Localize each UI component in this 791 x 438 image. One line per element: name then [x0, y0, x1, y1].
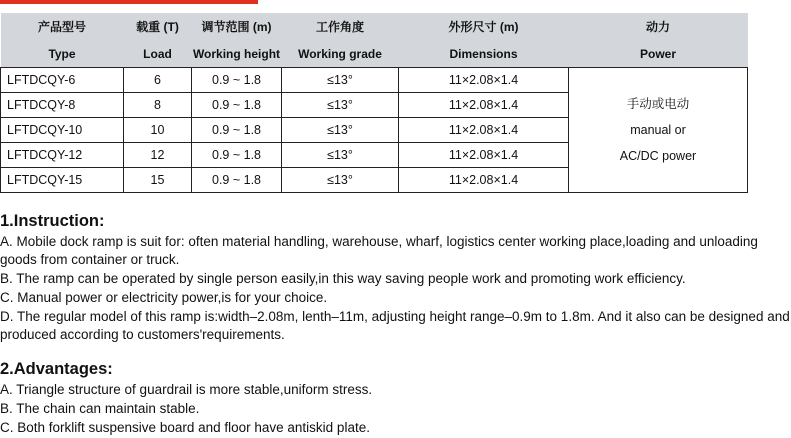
header-dimensions-cn: 外形尺寸 (m)	[399, 13, 569, 40]
advantages-item-c: C. Both forklift suspensive board and floor have antiskid plate.	[0, 420, 370, 435]
instruction-item-c: C. Manual power or electricity power,is for your choice.	[0, 290, 328, 305]
cell-height: 0.9 ~ 1.8	[192, 168, 282, 193]
cell-height: 0.9 ~ 1.8	[192, 118, 282, 143]
accent-rule	[0, 0, 258, 4]
cell-type: LFTDCQY-12	[1, 143, 124, 168]
header-type-cn: 产品型号	[1, 13, 124, 40]
header-power-cn: 动力	[569, 13, 748, 40]
instruction-section	[0, 212, 791, 345]
cell-height: 0.9 ~ 1.8	[192, 68, 282, 93]
cell-grade: ≤13°	[282, 143, 399, 168]
advantages-section	[0, 360, 791, 438]
header-type-en: Type	[1, 40, 124, 68]
cell-grade: ≤13°	[282, 168, 399, 193]
cell-load: 15	[124, 168, 192, 193]
cell-grade: ≤13°	[282, 93, 399, 118]
cell-dimensions: 11×2.08×1.4	[399, 118, 569, 143]
cell-grade: ≤13°	[282, 68, 399, 93]
power-cn: 手动或电动	[626, 97, 690, 111]
cell-height: 0.9 ~ 1.8	[192, 93, 282, 118]
advantages-title: 2.Advantages:	[0, 360, 113, 378]
header-load-cn: 载重 (T)	[124, 13, 192, 40]
cell-height: 0.9 ~ 1.8	[192, 143, 282, 168]
cell-type: LFTDCQY-6	[1, 68, 124, 93]
header-dimensions-en: Dimensions	[399, 40, 569, 68]
instruction-title: 1.Instruction:	[0, 212, 105, 230]
power-en-line1: manual or	[630, 123, 686, 137]
cell-type: LFTDCQY-15	[1, 168, 124, 193]
cell-dimensions: 11×2.08×1.4	[399, 68, 569, 93]
cell-dimensions: 11×2.08×1.4	[399, 143, 569, 168]
cell-load: 8	[124, 93, 192, 118]
cell-load: 12	[124, 143, 192, 168]
header-load-en: Load	[124, 40, 192, 68]
instruction-item-a: A. Mobile dock ramp is suit for: often material handling, warehouse, wharf, logistics center working place,loading and unloading goods from container or truck.	[0, 234, 758, 267]
power-en-line2: AC/DC power	[619, 149, 697, 163]
cell-grade: ≤13°	[282, 118, 399, 143]
header-height-en: Working height	[192, 40, 282, 68]
header-row-en	[1, 40, 748, 68]
header-grade-en: Working grade	[282, 40, 399, 68]
header-row-cn	[1, 13, 748, 40]
cell-power	[569, 68, 748, 193]
instruction-item-b: B. The ramp can be operated by single person easily,in this way saving people work and promoting work efficiency.	[0, 271, 686, 286]
cell-load: 10	[124, 118, 192, 143]
header-power-en: Power	[569, 40, 748, 68]
cell-dimensions: 11×2.08×1.4	[399, 168, 569, 193]
cell-type: LFTDCQY-8	[1, 93, 124, 118]
cell-load: 6	[124, 68, 192, 93]
cell-dimensions: 11×2.08×1.4	[399, 93, 569, 118]
advantages-item-a: A. Triangle structure of guardrail is more stable,uniform stress.	[0, 382, 373, 397]
advantages-item-b: B. The chain can maintain stable.	[0, 401, 200, 416]
spec-table	[0, 13, 748, 193]
instruction-item-d: D. The regular model of this ramp is:width–2.08m, lenth–11m, adjusting height range–0.9m to 1.8m. And it also can be designed and produced according to customers'requirements.	[0, 309, 790, 342]
header-grade-cn: 工作角度	[282, 13, 399, 40]
header-height-cn: 调节范围 (m)	[192, 13, 282, 40]
cell-type: LFTDCQY-10	[1, 118, 124, 143]
table-row	[1, 68, 748, 93]
